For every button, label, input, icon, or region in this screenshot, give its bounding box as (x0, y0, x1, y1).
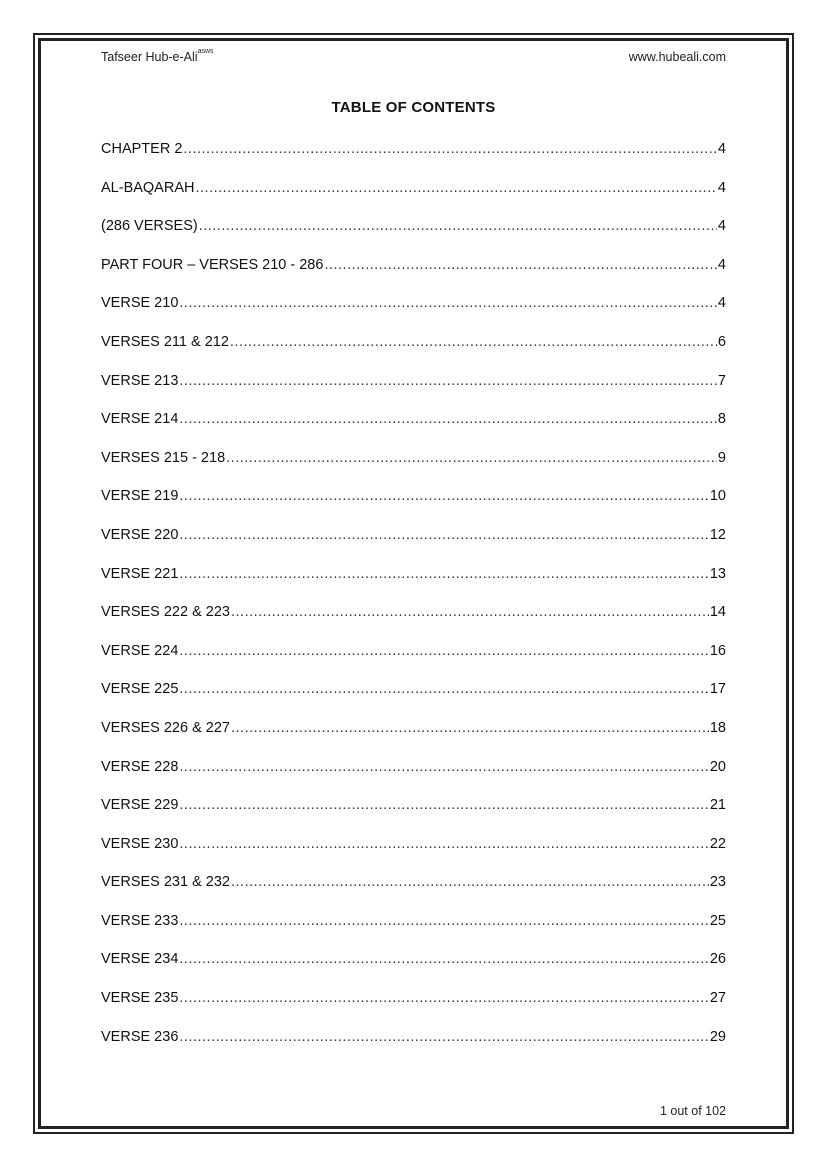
toc-entry-label: VERSE 230 (101, 835, 179, 852)
toc-entry[interactable] (101, 989, 726, 1028)
toc-entry[interactable] (101, 487, 726, 526)
toc-entry-page: 4 (717, 141, 726, 157)
toc-entry[interactable] (101, 256, 726, 295)
toc-entry-label: VERSE 220 (101, 526, 179, 543)
toc-entry-page: 10 (709, 488, 726, 505)
toc-dot-leader (195, 179, 716, 197)
toc-dot-leader (179, 989, 708, 1007)
toc-entry-label: VERSE 221 (101, 565, 179, 582)
toc-entry[interactable] (101, 372, 726, 411)
toc-entry-label: VERSE 233 (101, 912, 179, 929)
toc-entry-label: VERSES 211 & 212 (101, 333, 229, 350)
toc-entry-page: 4 (717, 295, 726, 312)
toc-entry[interactable] (101, 217, 726, 256)
toc-entry-label: VERSES 215 - 218 (101, 449, 226, 466)
toc-entry-label: VERSE 234 (101, 951, 179, 968)
toc-entry-page: 4 (717, 218, 726, 235)
toc-entry-label: VERSE 228 (101, 758, 179, 775)
toc-entry[interactable] (101, 294, 726, 333)
toc-entry-page: 4 (717, 179, 726, 196)
toc-entry-page: 26 (709, 951, 726, 968)
toc-entry[interactable] (101, 410, 726, 449)
toc-dot-leader (179, 1028, 708, 1046)
toc-entry[interactable] (101, 835, 726, 874)
toc-entry-label: VERSE 225 (101, 681, 179, 698)
toc-entry[interactable] (101, 642, 726, 681)
toc-entry-page: 8 (717, 411, 726, 428)
toc-entry-page: 16 (709, 642, 726, 659)
toc-entry-label: AL-BAQARAH (101, 179, 195, 196)
toc-entry-page: 12 (709, 526, 726, 543)
toc-dot-leader (183, 140, 717, 158)
toc-entry-page: 7 (717, 372, 726, 389)
toc-entry-label: VERSES 231 & 232 (101, 874, 230, 891)
toc-dot-leader (230, 333, 717, 351)
toc-dot-leader (179, 796, 708, 814)
toc-entry[interactable] (101, 603, 726, 642)
toc-dot-leader (231, 873, 709, 891)
toc-dot-leader (179, 758, 708, 776)
toc-entry-label: (286 VERSES) (101, 218, 198, 235)
toc-entry[interactable] (101, 950, 726, 989)
toc-entry-label: VERSE 236 (101, 1028, 179, 1045)
toc-entry-label: VERSE 235 (101, 990, 179, 1007)
toc-title: TABLE OF CONTENTS (331, 99, 496, 116)
toc-dot-leader (324, 256, 716, 274)
toc-dot-leader (179, 950, 708, 968)
toc-entry-page: 6 (717, 333, 726, 350)
toc-entry-label: VERSES 222 & 223 (101, 604, 230, 621)
header-title-superscript: asws (197, 48, 214, 55)
page-header (101, 50, 726, 70)
toc-entry-page: 29 (709, 1028, 726, 1045)
toc-entry[interactable] (101, 758, 726, 797)
toc-entry-page: 17 (709, 681, 726, 698)
toc-entry[interactable] (101, 1028, 726, 1067)
toc-entry-label: VERSE 213 (101, 372, 179, 389)
toc-dot-leader (179, 487, 708, 505)
toc-entry-page: 18 (709, 719, 726, 736)
toc-entry[interactable] (101, 179, 726, 218)
toc-dot-leader (231, 603, 709, 621)
toc-dot-leader (179, 410, 717, 428)
toc-dot-leader (179, 835, 708, 853)
toc-list (101, 140, 726, 1066)
toc-entry[interactable] (101, 565, 726, 604)
toc-entry-page: 22 (709, 835, 726, 852)
toc-entry[interactable] (101, 719, 726, 758)
toc-entry-label: VERSE 210 (101, 295, 179, 312)
toc-entry-label: VERSE 229 (101, 797, 179, 814)
toc-entry-page: 20 (709, 758, 726, 775)
toc-entry-page: 14 (709, 604, 726, 621)
toc-entry-label: CHAPTER 2 (101, 141, 183, 157)
toc-dot-leader (231, 719, 709, 737)
toc-entry-page: 25 (709, 912, 726, 929)
toc-entry-label: VERSE 214 (101, 411, 179, 428)
toc-entry[interactable] (101, 140, 726, 179)
toc-entry-label: VERSE 219 (101, 488, 179, 505)
header-title-text: Tafseer Hub-e-Ali (101, 50, 198, 64)
toc-entry-label: VERSES 226 & 227 (101, 719, 230, 736)
toc-dot-leader (179, 294, 717, 312)
header-website-url: www.hubeali.com (628, 50, 726, 64)
toc-entry-page: 21 (709, 797, 726, 814)
toc-entry-page: 27 (709, 990, 726, 1007)
toc-entry-label: PART FOUR – VERSES 210 - 286 (101, 256, 324, 273)
toc-entry-label: VERSE 224 (101, 642, 179, 659)
page-number-indicator: 1 out of 102 (659, 1104, 726, 1118)
toc-dot-leader (179, 642, 708, 660)
toc-dot-leader (199, 217, 717, 235)
toc-dot-leader (226, 449, 717, 467)
toc-entry[interactable] (101, 912, 726, 951)
toc-entry[interactable] (101, 873, 726, 912)
header-book-title (101, 50, 214, 64)
toc-dot-leader (179, 372, 717, 390)
toc-entry-page: 23 (709, 874, 726, 891)
toc-entry[interactable] (101, 680, 726, 719)
toc-entry-page: 13 (709, 565, 726, 582)
toc-entry[interactable] (101, 333, 726, 372)
toc-dot-leader (179, 565, 708, 583)
toc-dot-leader (179, 912, 708, 930)
toc-entry[interactable] (101, 796, 726, 835)
toc-entry[interactable] (101, 526, 726, 565)
toc-dot-leader (179, 680, 708, 698)
toc-dot-leader (179, 526, 708, 544)
toc-entry[interactable] (101, 449, 726, 488)
toc-entry-page: 9 (717, 449, 726, 466)
toc-entry-page: 4 (717, 256, 726, 273)
